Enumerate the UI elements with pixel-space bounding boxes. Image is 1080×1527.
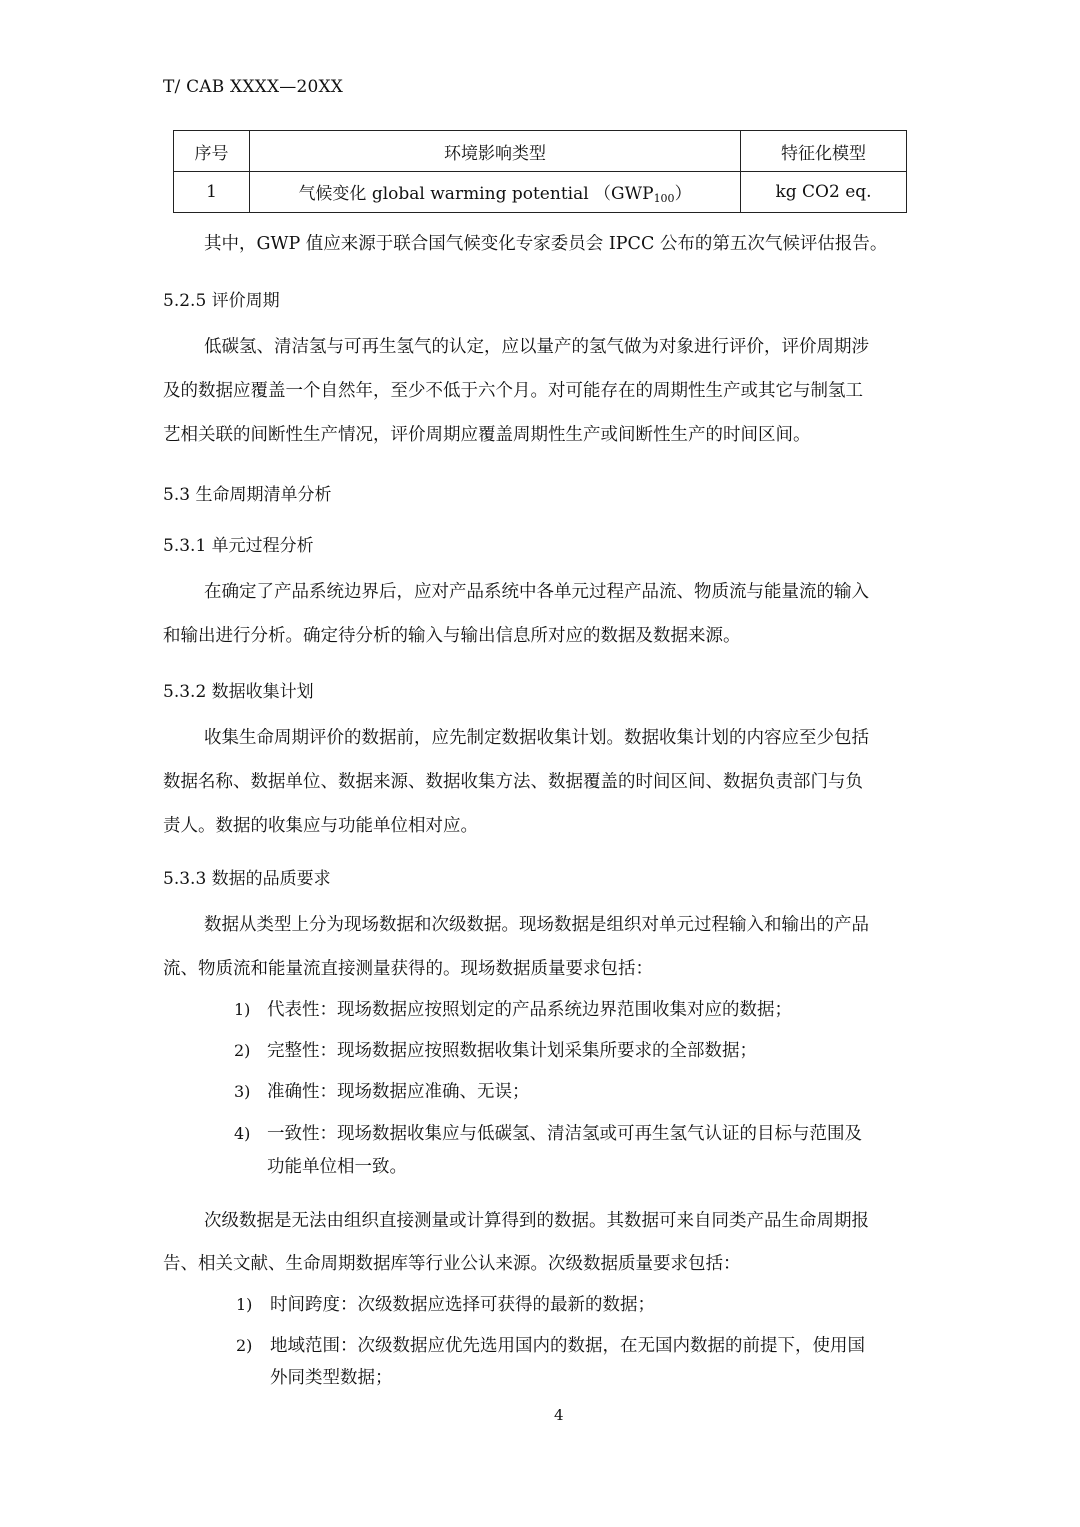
paragraph-line: 责人。数据的收集应与功能单位相对应。 — [163, 816, 478, 836]
paragraph-line: 在确定了产品系统边界后，应对产品系统中各单元过程产品流、物质流与能量流的输入 — [204, 582, 869, 602]
document-code: T/ CAB XXXX—20XX — [163, 77, 344, 97]
section-heading-5-3-1: 5.3.1 单元过程分析 — [163, 536, 314, 556]
list-item-continuation: 外同类型数据； — [270, 1368, 393, 1388]
paragraph-line: 次级数据是无法由组织直接测量或计算得到的数据。其数据可来自同类产品生命周期报 — [204, 1211, 869, 1231]
list-item-continuation: 功能单位相一致。 — [267, 1157, 407, 1177]
paragraph-line: 艺相关联的间断性生产情况，评价周期应覆盖周期性生产或间断性生产的时间区间。 — [163, 425, 811, 445]
table-row — [174, 172, 907, 213]
paragraph-line: 收集生命周期评价的数据前，应先制定数据收集计划。数据收集计划的内容应至少包括 — [204, 728, 869, 748]
list-item-number: 2) — [234, 1041, 251, 1060]
list-item: 时间跨度：次级数据应选择可获得的最新的数据； — [270, 1295, 655, 1315]
paragraph-line: 和输出进行分析。确定待分析的输入与输出信息所对应的数据及数据来源。 — [163, 626, 741, 646]
gwp-note: 其中，GWP 值应来源于联合国气候变化专家委员会 IPCC 公布的第五次气候评估报告。 — [204, 234, 888, 254]
table-header-cell: 特征化模型 — [741, 131, 907, 172]
section-heading-5-3-3: 5.3.3 数据的品质要求 — [163, 869, 331, 889]
list-item-number: 1) — [236, 1295, 253, 1314]
table-cell-model: kg CO2 eq. — [741, 172, 907, 213]
list-item: 地域范围：次级数据应优先选用国内的数据，在无国内数据的前提下，使用国 — [270, 1336, 865, 1356]
type-main: 气候变化 global warming potential （GWP — [298, 184, 654, 204]
list-item-number: 4) — [234, 1124, 251, 1143]
list-item-number: 2) — [236, 1336, 253, 1355]
table-cell-type — [250, 172, 741, 213]
list-item: 完整性：现场数据应按照数据收集计划采集所要求的全部数据； — [267, 1041, 757, 1061]
paragraph-line: 告、相关文献、生命周期数据库等行业公认来源。次级数据质量要求包括： — [163, 1254, 741, 1274]
table-header-cell: 环境影响类型 — [250, 131, 741, 172]
list-item-number: 1) — [234, 1000, 251, 1019]
list-item: 准确性：现场数据应准确、无误； — [267, 1082, 530, 1102]
section-heading-5-3: 5.3 生命周期清单分析 — [163, 485, 332, 505]
list-item-number: 3) — [234, 1082, 251, 1101]
list-item: 一致性：现场数据收集应与低碳氢、清洁氢或可再生氢气认证的目标与范围及 — [267, 1124, 862, 1144]
paragraph-line: 低碳氢、清洁氢与可再生氢气的认定，应以量产的氢气做为对象进行评价，评价周期涉 — [204, 337, 869, 357]
section-heading-5-3-2: 5.3.2 数据收集计划 — [163, 682, 314, 702]
table-header-cell: 序号 — [174, 131, 250, 172]
type-tail: ） — [674, 184, 692, 204]
paragraph-line: 数据从类型上分为现场数据和次级数据。现场数据是组织对单元过程输入和输出的产品 — [204, 915, 869, 935]
paragraph-line: 数据名称、数据单位、数据来源、数据收集方法、数据覆盖的时间区间、数据负责部门与负 — [163, 772, 863, 792]
table-cell-no: 1 — [174, 172, 250, 213]
page-number: 4 — [554, 1406, 564, 1424]
type-subscript: 100 — [653, 192, 675, 205]
characterization-table — [173, 130, 907, 213]
table-header-row — [174, 131, 907, 172]
list-item: 代表性：现场数据应按照划定的产品系统边界范围收集对应的数据； — [267, 1000, 792, 1020]
paragraph-line: 流、物质流和能量流直接测量获得的。现场数据质量要求包括： — [163, 959, 653, 979]
section-heading-5-2-5: 5.2.5 评价周期 — [163, 291, 280, 311]
paragraph-line: 及的数据应覆盖一个自然年，至少不低于六个月。对可能存在的周期性生产或其它与制氢工 — [163, 381, 863, 401]
